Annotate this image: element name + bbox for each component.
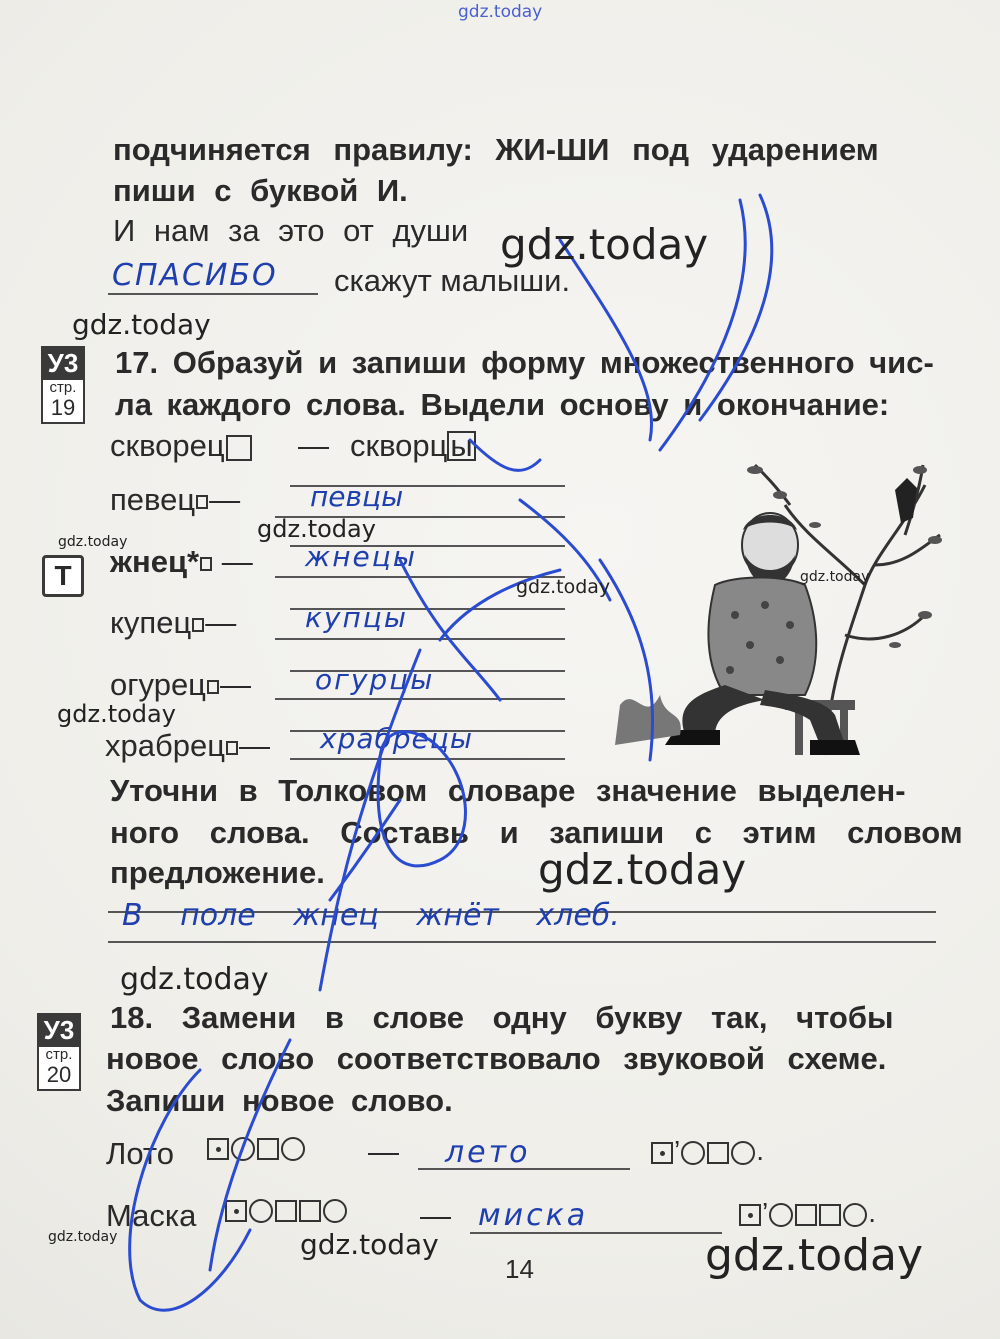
ex18-scheme-1-new: ’ . bbox=[650, 1137, 764, 1165]
poem-answer: СПАСИБО bbox=[112, 258, 278, 293]
poem-line-3: И нам за это от души bbox=[113, 213, 469, 248]
ex18-word-2: Маска bbox=[106, 1198, 197, 1233]
ex17-answer-6: храбрецы bbox=[320, 722, 473, 755]
ex17-sentence: В поле жнец жнёт хлеб. bbox=[122, 898, 620, 933]
ex17-answer-4: купцы bbox=[305, 601, 408, 634]
ex18-word-1: Лото bbox=[106, 1136, 174, 1171]
ex17-answer-3: жнецы bbox=[305, 540, 417, 573]
ex17-word-4: купец — bbox=[110, 605, 237, 640]
poem-line-1: подчиняется правилу: ЖИ-ШИ под ударением bbox=[113, 132, 879, 167]
watermark: gdz.today bbox=[120, 962, 269, 997]
ex18-title-2: новое слово соответствовало звуковой схеме. bbox=[106, 1041, 887, 1076]
exercise-17-badge: У3 стр. 19 bbox=[41, 346, 85, 424]
ex17-note-3: предложение. bbox=[110, 855, 325, 890]
watermark: gdz.today bbox=[500, 220, 709, 269]
ex17-word-3: жнец* — bbox=[110, 544, 253, 579]
watermark: gdz.today bbox=[257, 515, 376, 543]
ex18-scheme-2-new: ’ . bbox=[738, 1199, 876, 1227]
ex17-dash-1: — bbox=[298, 428, 329, 463]
poem-line-4: скажут малыши. bbox=[334, 263, 571, 298]
top-watermark: gdz.today bbox=[458, 2, 543, 22]
ex18-answer-2: миска bbox=[478, 1198, 589, 1233]
watermark: gdz.today bbox=[538, 845, 747, 894]
ex18-answer-1: лето bbox=[445, 1135, 531, 1170]
exercise-18-badge: У3 стр. 20 bbox=[37, 1013, 81, 1091]
ex17-title-2: ла каждого слова. Выдели основу и окончание: bbox=[115, 387, 890, 422]
watermark: gdz.today bbox=[58, 534, 128, 550]
watermark: gdz.today bbox=[705, 1230, 924, 1281]
watermark: gdz.today bbox=[800, 569, 870, 585]
ex17-title-1: 17. Образуй и запиши форму множественного чис- bbox=[115, 345, 934, 380]
ex17-plural-1: скворцы bbox=[350, 426, 476, 466]
ex17-note-1: Уточни в Толковом словаре значение выделен- bbox=[110, 773, 906, 808]
ex18-dash-2: — bbox=[420, 1198, 451, 1233]
ex18-title-1: 18. Замени в слове одну букву так, чтобы bbox=[110, 1000, 894, 1035]
page-number: 14 bbox=[505, 1254, 534, 1284]
watermark: gdz.today bbox=[300, 1228, 439, 1261]
watermark: gdz.today bbox=[48, 1229, 118, 1245]
ex18-title-3: Запиши новое слово. bbox=[106, 1083, 453, 1118]
watermark: gdz.today bbox=[516, 576, 611, 598]
ex17-word-1: скворец bbox=[110, 426, 253, 466]
ex17-answer-2: певцы bbox=[310, 480, 404, 513]
ex17-word-5: огурец — bbox=[110, 667, 251, 702]
ex17-word-2: певец — bbox=[110, 482, 241, 517]
ex17-word-6: храбрец — bbox=[105, 728, 270, 763]
watermark: gdz.today bbox=[72, 308, 211, 341]
poem-line-2: пиши с буквой И. bbox=[113, 173, 408, 208]
ex17-answer-5: огурцы bbox=[315, 663, 435, 696]
ex18-dash-1: — bbox=[368, 1134, 399, 1169]
watermark: gdz.today bbox=[57, 700, 176, 728]
ex17-note-2: ного слова. Составь и запиши с этим словом bbox=[110, 815, 963, 850]
t-marker-badge: Т bbox=[42, 555, 84, 597]
